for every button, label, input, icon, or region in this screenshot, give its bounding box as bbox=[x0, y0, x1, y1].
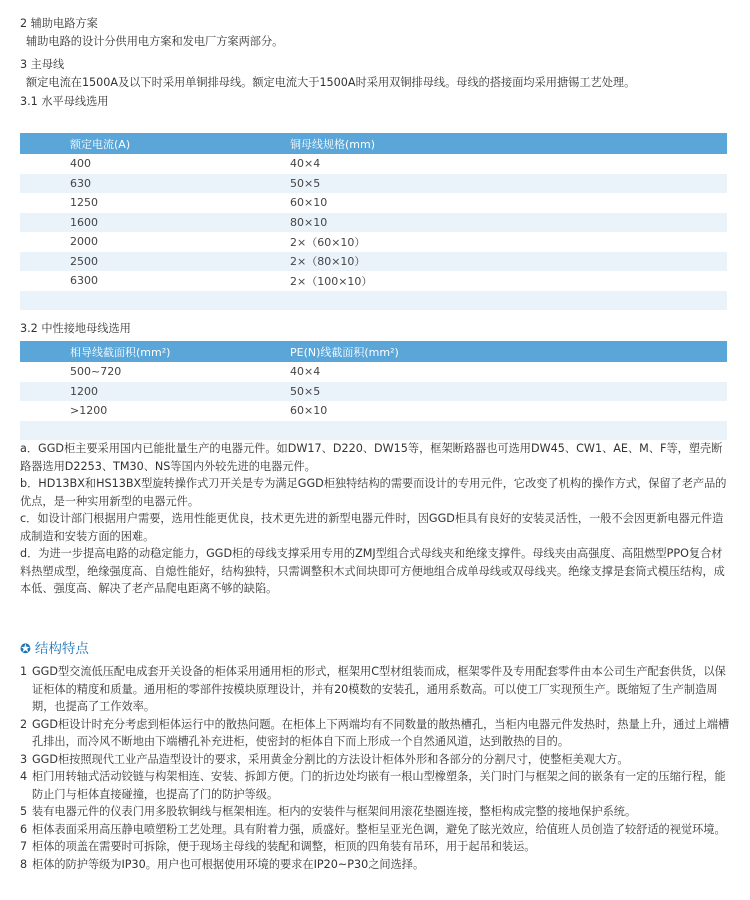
table-row bbox=[20, 401, 727, 421]
cell bbox=[290, 291, 727, 311]
cell: 60×10 bbox=[290, 196, 328, 210]
item-number: 5 bbox=[20, 805, 28, 818]
item-number: 8 bbox=[20, 857, 28, 871]
header-copper-spec: 铜母线规格(mm) bbox=[290, 133, 727, 154]
table-row bbox=[20, 362, 727, 382]
item-text: GGD柜按照现代工业产品造型设计的要求，采用黄金分割比的方法设计柜体外形和各部分的分割尺寸，使整柜美观大方。 bbox=[32, 752, 629, 766]
list-item bbox=[20, 663, 732, 716]
table-row bbox=[20, 232, 727, 252]
table-row bbox=[20, 382, 727, 402]
table-row bbox=[20, 291, 727, 311]
cell bbox=[20, 421, 290, 441]
notes bbox=[20, 440, 732, 598]
cell: 40×4 bbox=[290, 157, 321, 171]
structure-title: 结构特点 bbox=[34, 641, 89, 657]
table-row bbox=[20, 271, 727, 291]
list-item bbox=[20, 751, 732, 769]
list-item bbox=[20, 821, 732, 839]
header-phase-area: 相导线截面积(mm²) bbox=[20, 341, 290, 362]
cell: 6300 bbox=[70, 274, 98, 288]
cell: 1600 bbox=[20, 213, 290, 233]
item-text: GGD型交流低压配电成套开关设备的柜体采用通用柜的形式，框架用C型材组装而成，框架零件及专用配套零件由本公司生产配套供货，以保证柜体的精度和质量。通用柜的零部件按模块原理设计，并有20模数的安装孔，通用系数高。可以使工厂实现预生产。既缩短了生产制造周期，也提高了工作效率。 bbox=[32, 665, 726, 713]
star-icon: ✪ bbox=[20, 642, 31, 657]
note-b: b．HD13BX和HS13BX型旋转操作式刀开关是专为满足GGD柜独特结构的需要而设计的专用元件，它改变了机构的操作方式，保留了老产品的优点，是一种实用新型的电器元件。 bbox=[20, 477, 727, 508]
cell: 1250 bbox=[70, 196, 98, 210]
cell: >1200 bbox=[70, 404, 108, 418]
cell: 400 bbox=[70, 157, 91, 171]
item-text: 柜门用转轴式活动铰链与构架相连、安装、拆卸方便。门的折边处均嵌有一根山型橡塑条，关门时门与框架之间的嵌条有一定的压缩行程，能防止门与柜体直接碰撞，也提高了门的防护等级。 bbox=[32, 770, 726, 801]
cell: 50×5 bbox=[290, 174, 727, 194]
item-number: 4 bbox=[20, 770, 28, 783]
cell: 60×10 bbox=[290, 404, 328, 418]
item-text: 柜体的项盖在需要时可拆除，便于现场主母线的装配和调整，柜顶的四角装有吊环，用于起吊和装运。 bbox=[32, 840, 536, 853]
table-header bbox=[20, 341, 727, 362]
cell: 40×4 bbox=[290, 365, 321, 379]
cell: 630 bbox=[20, 174, 290, 194]
note-c: c．如设计部门根据用户需要，选用性能更优良，技术更先进的新型电器元件时，因GGD柜具有良好的安装灵活性，一般不会因更新电器元件造成制造和安装方面的困难。 bbox=[20, 512, 724, 543]
section-3-2-title: 3.2 中性接地母线选用 bbox=[20, 322, 131, 335]
cell: 50×5 bbox=[290, 382, 727, 402]
list-item bbox=[20, 716, 732, 751]
cell: 2000 bbox=[70, 235, 98, 249]
section-3-1-title: 3.1 水平母线选用 bbox=[20, 95, 109, 108]
cell bbox=[20, 291, 290, 311]
cell: 80×10 bbox=[290, 213, 727, 233]
item-number: 2 bbox=[20, 717, 28, 731]
cell: 2500 bbox=[20, 252, 290, 272]
table-row bbox=[20, 174, 727, 194]
section-2-title: 2 辅助电路方案 bbox=[20, 17, 98, 30]
cell: 500~720 bbox=[70, 365, 122, 379]
cell: 2×（80×10） bbox=[290, 252, 727, 272]
note-d: d．为进一步提高电路的动稳定能力，GGD柜的母线支撑采用专用的ZMJ型组合式母线夹和绝缘支撑件。母线夹由高强度、高阻燃型PPO复合材料热塑成型，绝缘强度高、自熄性能好，结构独特，只需调整积木式间块即可方便地组合成单母线或双母线夹。绝缘支撑是套筒式模压结构，成本低、强度高、解决了老产品爬电距离不够的缺陷。 bbox=[20, 547, 725, 595]
section-2-text: 辅助电路的设计分供用电方案和发电厂方案两部分。 bbox=[26, 35, 284, 48]
list-item bbox=[20, 856, 732, 874]
note-a: a．GGD柜主要采用国内已能批量生产的电器元件。如DW17、D220、DW15等，框架断路器也可选用DW45、CW1、AE、M、F等，塑壳断路器选用D2253、TM30、NS等国内外较先进的电器元件。 bbox=[20, 442, 723, 473]
table-row bbox=[20, 193, 727, 213]
item-text: GGD柜设计时充分考虑到柜体运行中的散热问题。在柜体上下两端均有不同数量的散热槽孔，当柜内电器元件发热时，热量上升，通过上端槽孔排出，而冷风不断地由下端槽孔补充进柜，使密封的柜体自下而上形成一个自然通风道，达到散热的目的。 bbox=[32, 717, 730, 748]
item-text: 柜体的防护等级为IP30。用户也可根据使用环境的要求在IP20~P30之间选择。 bbox=[32, 857, 425, 871]
list-item bbox=[20, 768, 732, 803]
item-number: 6 bbox=[20, 822, 28, 836]
header-rated-current: 额定电流(A) bbox=[20, 133, 290, 154]
section-3-title: 3 主母线 bbox=[20, 58, 65, 71]
neutral-bus-table bbox=[20, 341, 727, 440]
item-text: 柜体表面采用高压静电喷塑粉工艺处理。具有附着力强，质盛好。整柜呈亚光色调，避免了眩光效应，给值班人员创造了较舒适的视觉环境。 bbox=[32, 822, 726, 836]
cell: 2×（60×10） bbox=[290, 235, 366, 249]
item-number: 7 bbox=[20, 840, 28, 853]
list-item bbox=[20, 838, 732, 856]
section-3-text: 额定电流在1500A及以下时采用单铜排母线。额定电流大于1500A时采用双铜排母线。母线的搭接面均采用搪锡工艺处理。 bbox=[26, 76, 636, 89]
item-text: 装有电器元件的仪表门用多股软铜线与框架相连。柜内的安装件与框架间用滚花垫圈连接，整柜构成完整的接地保护系统。 bbox=[32, 805, 637, 818]
table-row bbox=[20, 154, 727, 174]
table-row bbox=[20, 421, 727, 441]
item-number: 3 bbox=[20, 752, 28, 766]
cell: 2×（100×10） bbox=[290, 274, 373, 288]
table-row bbox=[20, 213, 727, 233]
table-header bbox=[20, 133, 727, 154]
structure-heading bbox=[20, 637, 89, 657]
header-pe-area: PE(N)线截面积(mm²) bbox=[290, 341, 727, 362]
cell bbox=[290, 421, 727, 441]
list-item bbox=[20, 803, 732, 821]
cell: 1200 bbox=[20, 382, 290, 402]
item-number: 1 bbox=[20, 665, 28, 678]
table-row bbox=[20, 252, 727, 272]
structure-list bbox=[20, 663, 732, 873]
busbar-table bbox=[20, 133, 727, 310]
